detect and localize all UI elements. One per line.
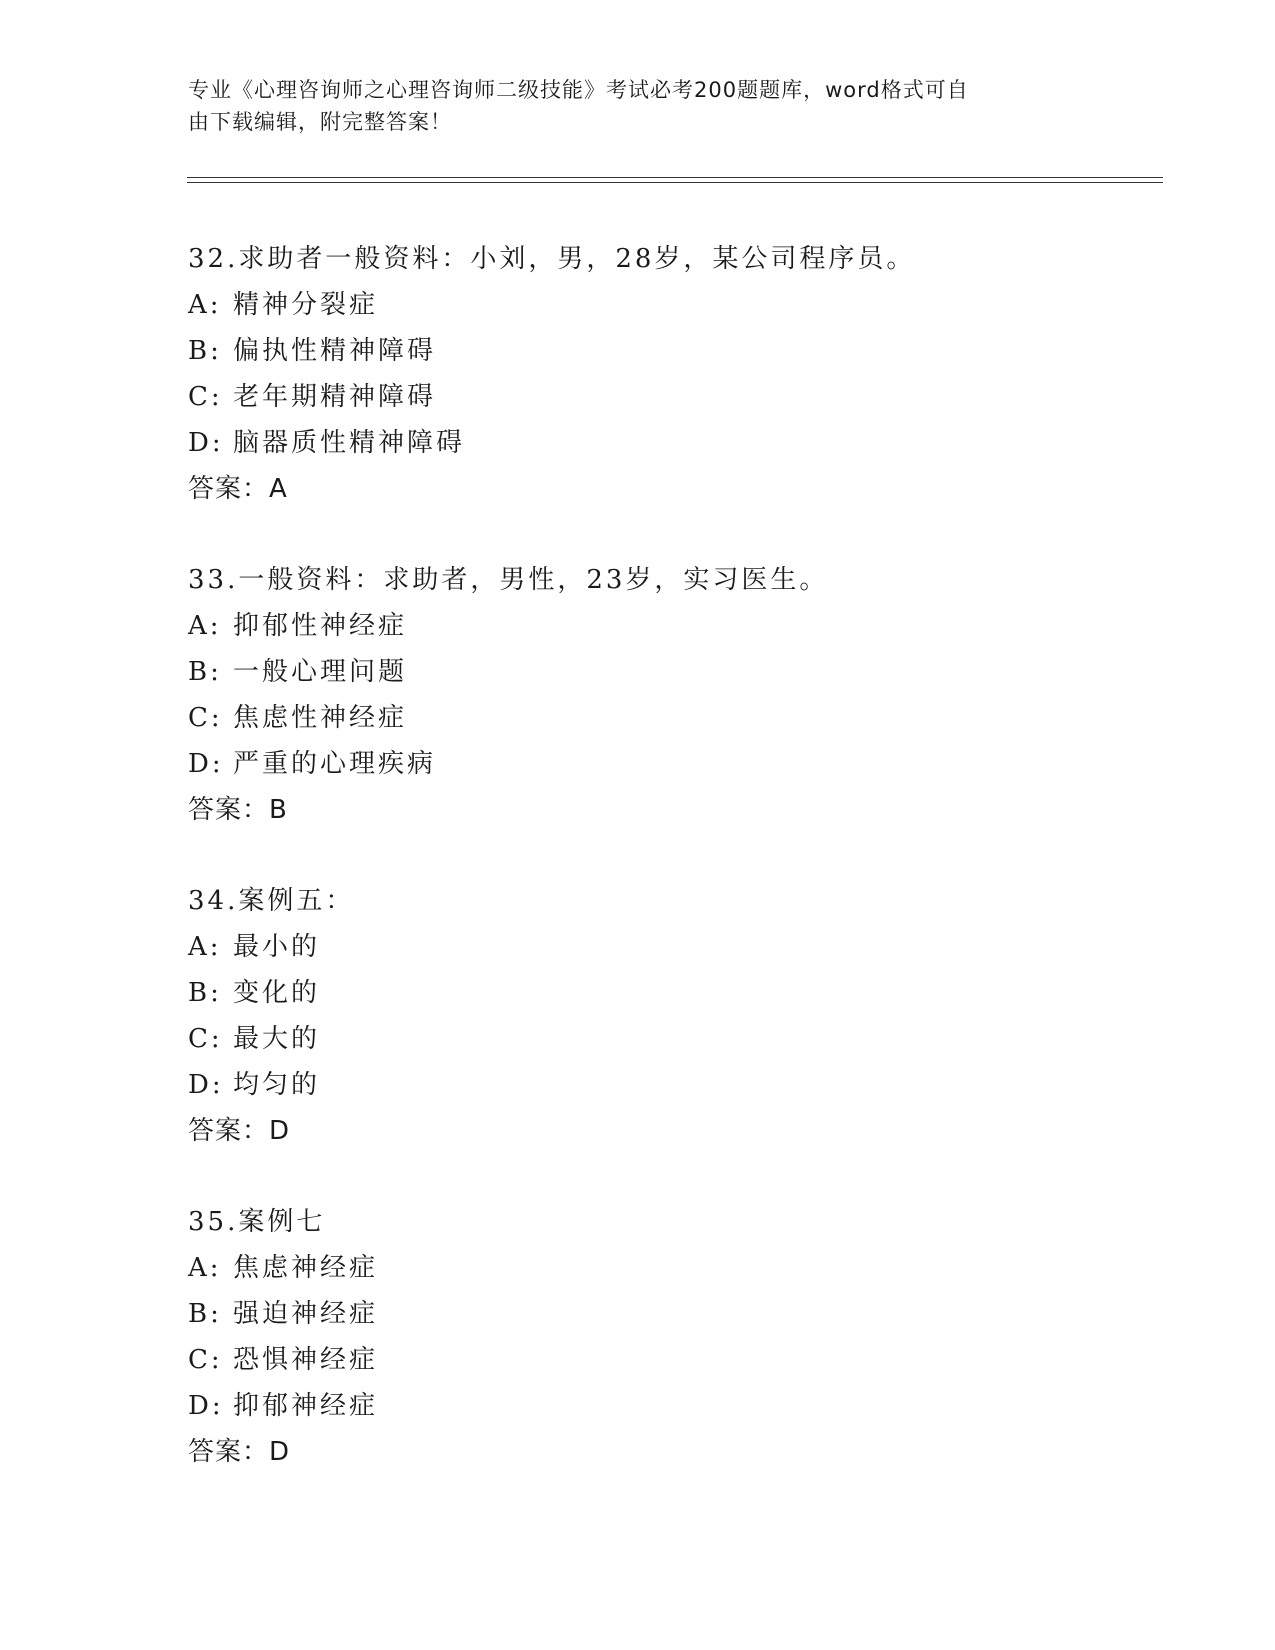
question-block — [188, 236, 1188, 512]
option-text: 抑郁性神经症 — [233, 611, 408, 641]
header-line: 专业《心理咨询师之心理咨询师二级技能》考试必考200题题库，word格式可自 — [188, 78, 969, 102]
option-label: B: — [188, 657, 222, 687]
option-text: 一般心理问题 — [233, 657, 408, 687]
answer-line: 答案：B — [188, 795, 288, 825]
option-label: A: — [188, 1253, 222, 1283]
option-d — [188, 1383, 1188, 1429]
divider-line — [187, 182, 1163, 183]
option-b — [188, 1291, 1188, 1337]
option-c — [188, 374, 1188, 420]
option-label: D: — [188, 749, 224, 779]
answer-line: 答案：D — [188, 1437, 291, 1467]
option-a — [188, 282, 1188, 328]
option-label: A: — [188, 290, 222, 320]
option-text: 恐惧神经症 — [233, 1345, 379, 1375]
option-b — [188, 970, 1188, 1016]
option-text: 偏执性精神障碍 — [233, 336, 437, 366]
option-label: B: — [188, 978, 222, 1008]
option-label: A: — [188, 611, 222, 641]
option-text: 焦虑性神经症 — [233, 703, 408, 733]
divider-line — [187, 177, 1163, 178]
option-label: B: — [188, 336, 222, 366]
option-text: 严重的心理疾病 — [233, 749, 437, 779]
question-stem: 35.案例七 — [188, 1207, 326, 1237]
option-text: 均匀的 — [233, 1070, 321, 1100]
option-label: B: — [188, 1299, 222, 1329]
question-block — [188, 878, 1188, 1154]
question-stem: 32.求助者一般资料：小刘，男，28岁，某公司程序员。 — [188, 244, 916, 274]
question-block — [188, 1199, 1188, 1475]
option-c — [188, 1016, 1188, 1062]
option-text: 变化的 — [233, 978, 321, 1008]
option-d — [188, 1062, 1188, 1108]
option-text: 老年期精神障碍 — [233, 382, 437, 412]
option-d — [188, 420, 1188, 466]
answer-line: 答案：D — [188, 1116, 291, 1146]
option-b — [188, 328, 1188, 374]
option-c — [188, 695, 1188, 741]
option-label: A: — [188, 932, 222, 962]
option-a — [188, 1245, 1188, 1291]
option-text: 最大的 — [233, 1024, 321, 1054]
option-label: D: — [188, 1070, 224, 1100]
option-label: C: — [188, 382, 223, 412]
option-text: 抑郁神经症 — [233, 1391, 379, 1421]
option-text: 脑器质性精神障碍 — [233, 428, 466, 458]
question-block — [188, 557, 1188, 833]
option-a — [188, 924, 1188, 970]
option-label: C: — [188, 1345, 223, 1375]
header-line: 由下载编辑，附完整答案！ — [188, 110, 452, 134]
option-a — [188, 603, 1188, 649]
option-label: D: — [188, 428, 224, 458]
option-b — [188, 649, 1188, 695]
option-text: 精神分裂症 — [233, 290, 379, 320]
question-stem: 33.一般资料：求助者，男性，23岁，实习医生。 — [188, 565, 829, 595]
document-header — [188, 74, 1068, 138]
question-stem: 34.案例五： — [188, 886, 355, 916]
option-label: D: — [188, 1391, 224, 1421]
option-text: 焦虑神经症 — [233, 1253, 379, 1283]
option-d — [188, 741, 1188, 787]
answer-line: 答案：A — [188, 474, 288, 504]
option-text: 最小的 — [233, 932, 321, 962]
option-text: 强迫神经症 — [233, 1299, 379, 1329]
option-label: C: — [188, 703, 223, 733]
option-c — [188, 1337, 1188, 1383]
option-label: C: — [188, 1024, 223, 1054]
